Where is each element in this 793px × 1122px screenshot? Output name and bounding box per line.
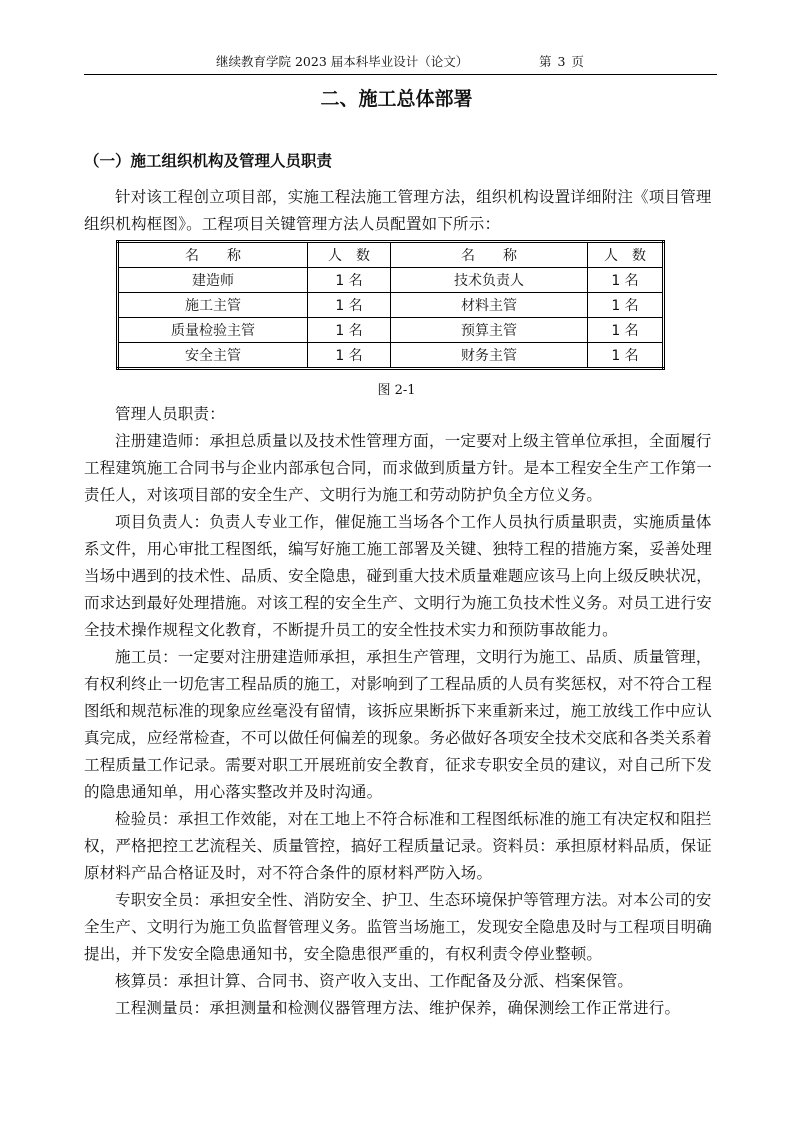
header-page-number: 第 3 页 bbox=[539, 54, 585, 69]
table-cell: 财务主管 bbox=[391, 343, 588, 369]
table-header-cell: 人 数 bbox=[588, 242, 664, 268]
section-title: （一）施工组织机构及管理人员职责 bbox=[84, 152, 333, 170]
table-cell: 建造师 bbox=[118, 268, 308, 293]
chapter-title: 二、施工总体部署 bbox=[320, 88, 473, 110]
table-cell: 安全主管 bbox=[118, 343, 308, 369]
table-header-cell: 名 称 bbox=[391, 242, 588, 268]
paragraph-accountant: 核算员：承担计算、合同书、资产收入支出、工作配备及分派、档案保管。 bbox=[115, 972, 634, 990]
table-cell: 1 名 bbox=[588, 293, 664, 318]
figure-caption: 图 2-1 bbox=[377, 383, 416, 398]
body-text bbox=[84, 401, 720, 1022]
paragraph-constructor: 注册建造师：承担总质量以及技术性管理方面，一定要对上级主管单位承担，全面履行工程建筑施工合同书与企业内部承包合同，而求做到质量方针。是本工程安全生产工作第一责任人，对该项目部的安全生产、文明行为施工和劳动防护负全方位义务。 bbox=[84, 432, 713, 504]
table-header-row bbox=[118, 242, 664, 268]
table-cell: 1 名 bbox=[588, 268, 664, 293]
table-header-cell: 人 数 bbox=[308, 242, 391, 268]
table-header-cell: 名 称 bbox=[118, 242, 308, 268]
table-cell: 质量检验主管 bbox=[118, 318, 308, 343]
table-cell: 1 名 bbox=[588, 318, 664, 343]
table-cell: 材料主管 bbox=[391, 293, 588, 318]
table-cell: 预算主管 bbox=[391, 318, 588, 343]
table-cell: 施工主管 bbox=[118, 293, 308, 318]
table-cell: 技术负责人 bbox=[391, 268, 588, 293]
staffing-table bbox=[116, 240, 665, 370]
table-cell: 1 名 bbox=[308, 343, 391, 369]
table-cell: 1 名 bbox=[308, 268, 391, 293]
intro-paragraph: 针对该工程创立项目部，实施工程法施工管理方法，组织机构设置详细附注《项目管理组织机构框图》。工程项目关键管理方法人员配置如下所示： bbox=[84, 188, 712, 233]
table-cell: 1 名 bbox=[588, 343, 664, 369]
paragraph-safety-officer: 专职安全员：承担安全性、消防安全、护卫、生态环境保护等管理方法。对本公司的安全生产、文明行为施工负监督管理义务。监管当场施工，发现安全隐患及时与工程项目明确提出，并下发安全隐患通知书，安全隐患很严重的，有权利责令停业整顿。 bbox=[84, 891, 713, 963]
paragraph-duties-heading: 管理人员职责： bbox=[115, 405, 225, 423]
header-document-title: 继续教育学院 2023 届本科毕业设计（论文） bbox=[216, 54, 469, 69]
paragraph-surveyor: 工程测量员：承担测量和检测仪器管理方法、维护保养，确保测绘工作正常进行。 bbox=[115, 999, 681, 1017]
page-header bbox=[84, 52, 717, 75]
table-row bbox=[118, 343, 664, 369]
paragraph-site-engineer: 施工员：一定要对注册建造师承担，承担生产管理，文明行为施工、品质、质量管理，有权利终止一切危害工程品质的施工，对影响到了工程品质的人员有奖惩权，对不符合工程图纸和规范标准的现象应丝毫没有留情，该拆应果断拆下来重新来过，施工放线工作中应认真完成，应经常检查，不可以做任何偏差的现象。务必做好各项安全技术交底和各类关系着工程质量工作记录。需要对职工开展班前安全教育，征求专职安全员的建议，对自己所下发的隐患通知单，用心落实整改并及时沟通。 bbox=[84, 648, 713, 801]
table-row bbox=[118, 318, 664, 343]
paragraph-project-lead: 项目负责人：负责人专业工作，催促施工当场各个工作人员执行质量职责，实施质量体系文件，用心审批工程图纸，编写好施工施工部署及关键、独特工程的措施方案，妥善处理当场中遇到的技术性、品质、安全隐患，碰到重大技术质量难题应该马上向上级反映状况，而求达到最好处理措施。对该工程的安全生产、文明行为施工负技术性义务。对员工进行安全技术操作规程文化教育，不断提升员工的安全性技术实力和预防事故能力。 bbox=[84, 513, 713, 639]
table-cell: 1 名 bbox=[308, 318, 391, 343]
table-cell: 1 名 bbox=[308, 293, 391, 318]
paragraph-inspector: 检验员：承担工作效能，对在工地上不符合标准和工程图纸标准的施工有决定权和阻拦权，严格把控工艺流程关、质量管控，搞好工程质量记录。资料员：承担原材料品质，保证原材料产品合格证及时，对不符合条件的原材料严防入场。 bbox=[84, 810, 713, 882]
table-row bbox=[118, 293, 664, 318]
table-row bbox=[118, 268, 664, 293]
